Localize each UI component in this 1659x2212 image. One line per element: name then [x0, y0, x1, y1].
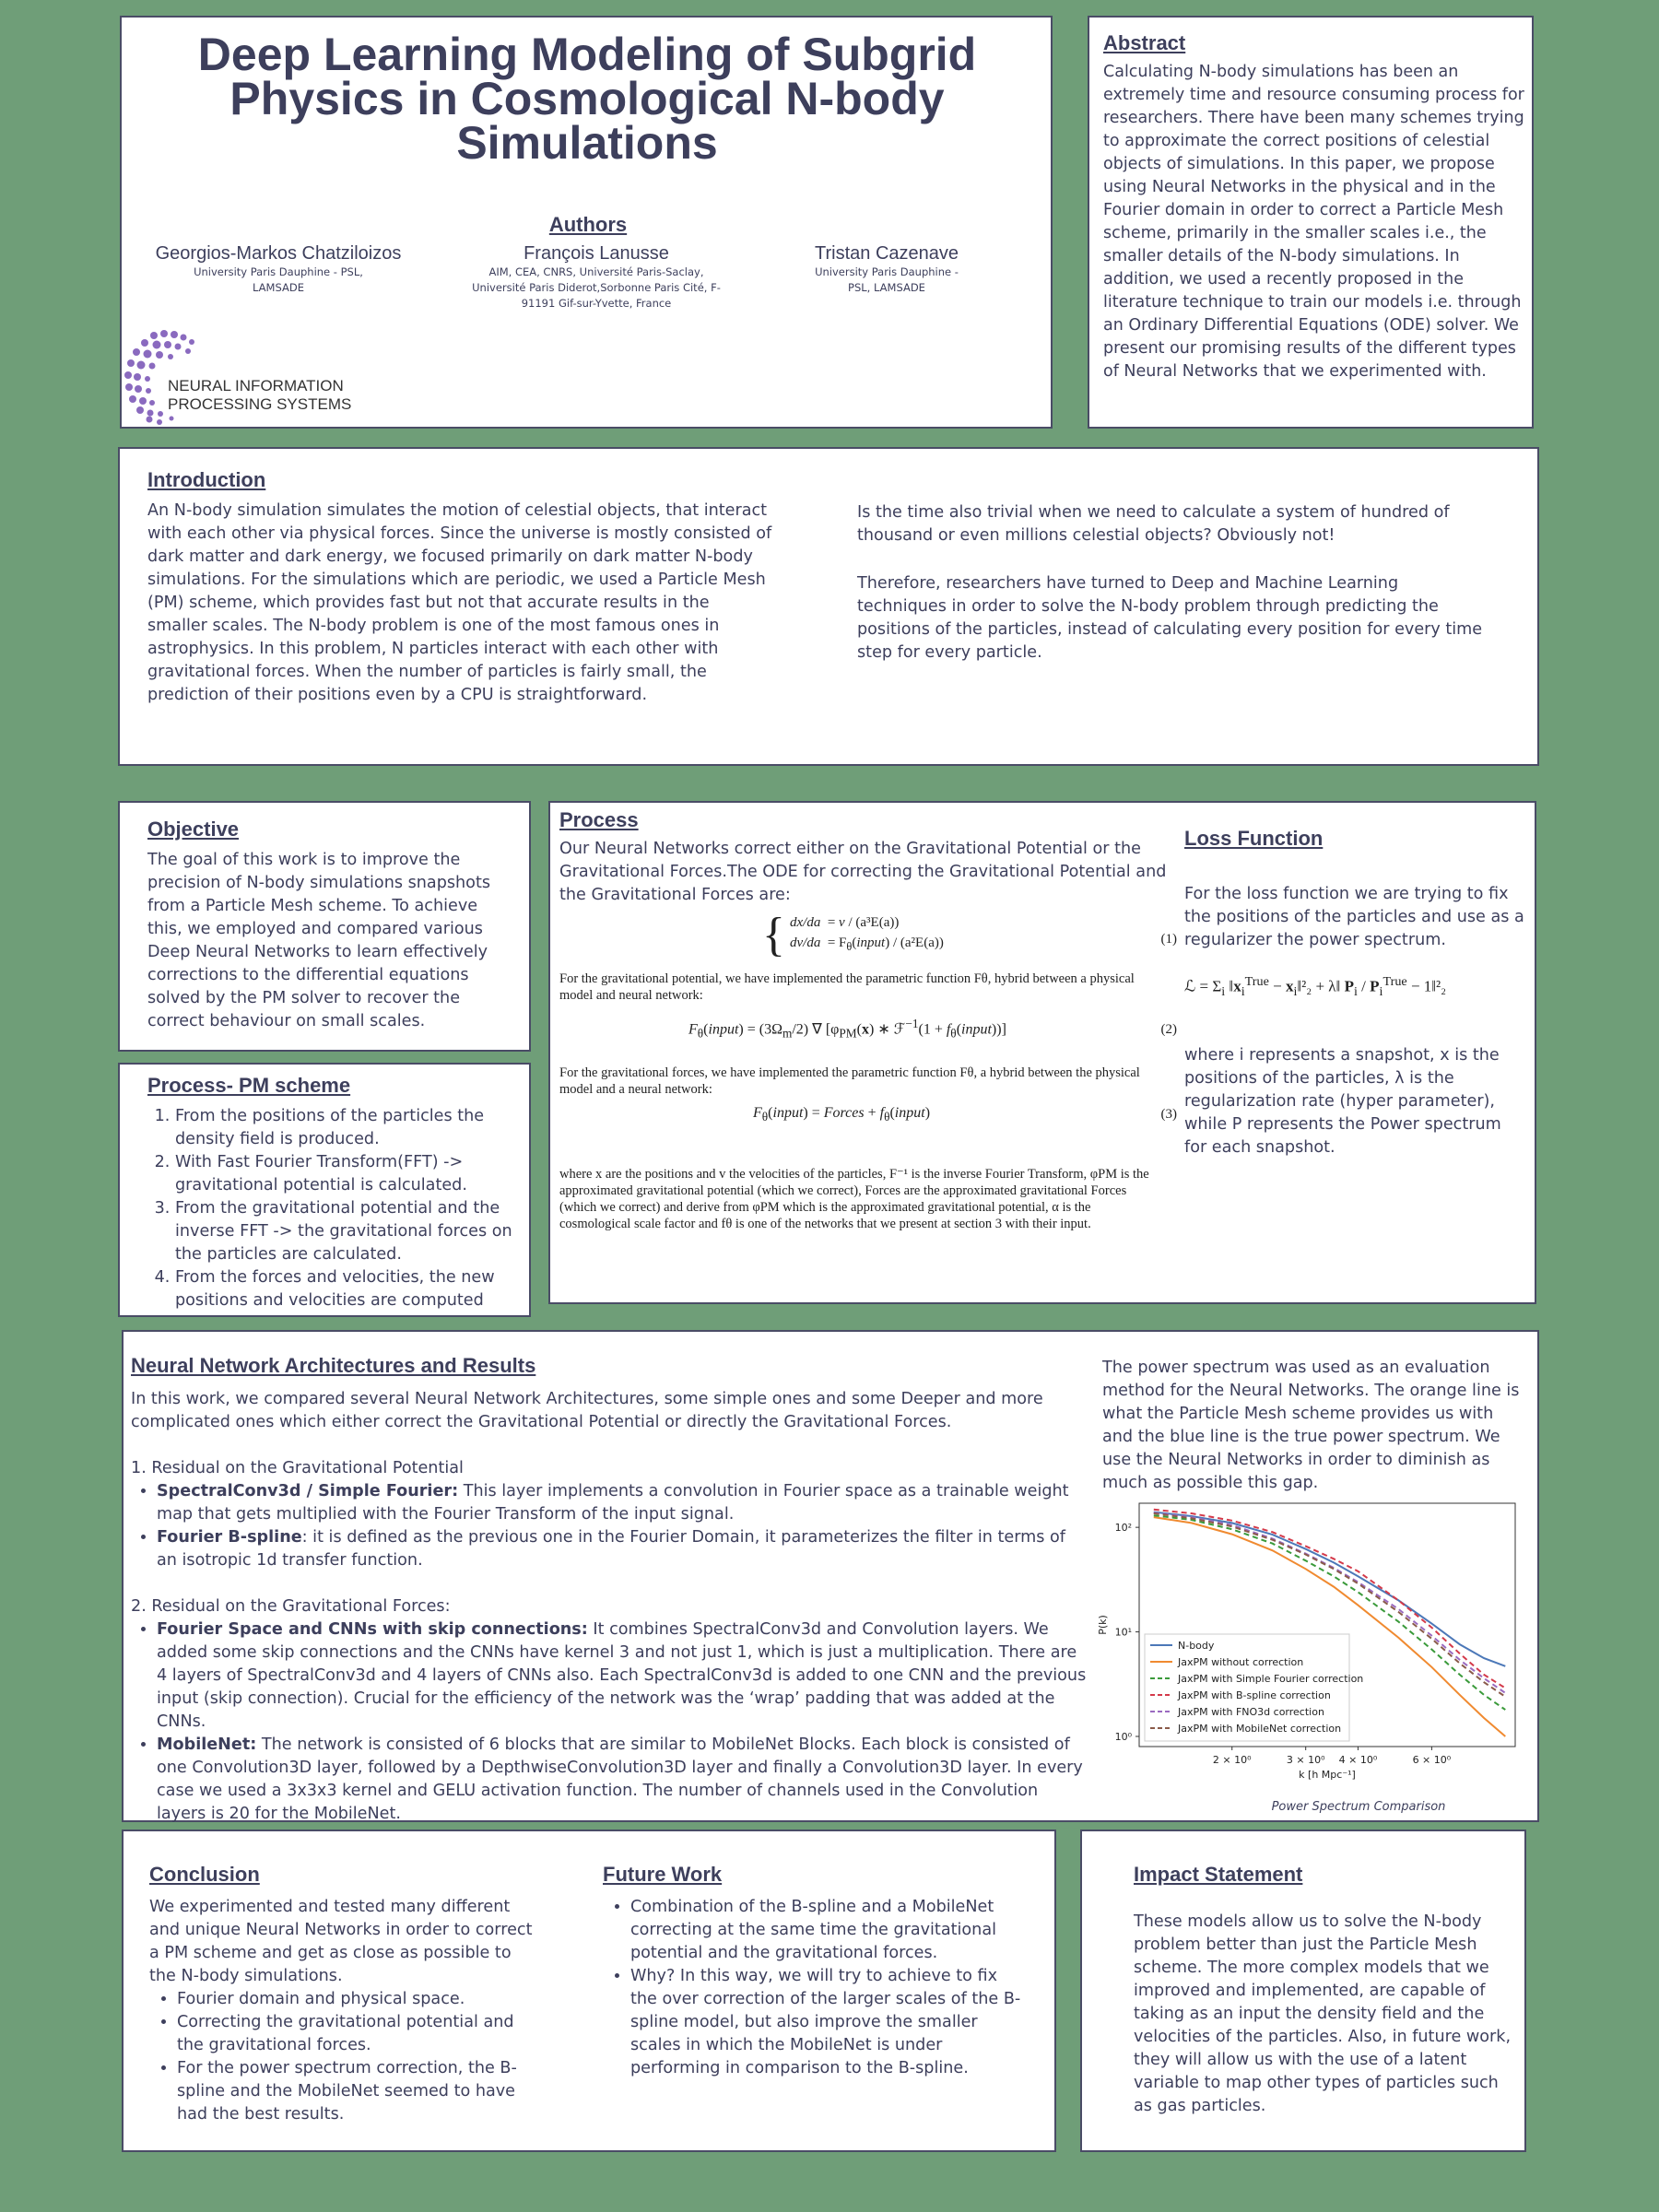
y-tick-label: 10²	[1114, 1522, 1132, 1535]
process-forces-text: For the gravitational forces, we have implemented the parametric function Fθ, a hybrid between the physical model and a neural network:	[559, 1065, 1140, 1097]
list-item	[157, 1526, 1088, 1572]
item-text: : it is defined as the previous one in the Fourier Domain, it parameterizes the filter in terms of an isotropic 1d transfer function.	[157, 1528, 1065, 1570]
y-tick-label: 10¹	[1114, 1626, 1132, 1639]
list-item: • Why? In this way, we will try to achieve to fix the over correction of the larger scales of the B-spline model, but also improve the smaller scales in which the MobileNet is under performing in comparison to the B-spline.	[630, 1965, 1027, 2080]
objective-panel	[118, 801, 531, 1052]
pm-step: 3. From the gravitational potential and the inverse FFT -> the gravitational forces on the particles are calculated.	[175, 1197, 535, 1266]
author-1	[140, 243, 417, 296]
list-item	[157, 1734, 1088, 1826]
loss-intro: For the loss function we are trying to fix the positions of the particles and use as a regularizer the power spectrum.	[1184, 885, 1524, 949]
introduction-left: An N-body simulation simulates the motion of celestial objects, that interact with each other via physical forces. Since the universe is mostly consisted of dark matter and dark energy, we focused primarily on dark matter N-body simulations. For the simulations which are periodic, we used a Particle Mesh (PM) scheme, which provides fast but not that accurate results in the smaller scales. The N-body problem is one of the most famous ones in astrophysics. In this problem, N particles interact with each other with gravitational forces. When the number of particles is fairly small, the prediction of their positions even by a CPU is straightforward.	[147, 501, 772, 704]
neurips-logo	[122, 326, 380, 428]
item-title: Fourier B-spline	[157, 1528, 302, 1547]
equation-2: $F_\theta(input) = (3\Omega_m/2)$ ∇ [$\varphi_{PM}(x)$ ∗ ℱ$^{-1}$(1 + $f_\theta(input)$)]	[688, 1017, 1006, 1041]
legend-label: JaxPM with Simple Fourier correction	[1178, 1673, 1364, 1685]
item-text: This layer implements a convolution in Fourier space as a trainable weight map that gets multiplied with the Fourier Transform of the input signal.	[157, 1482, 1069, 1524]
loss-after: where i represents a snapshot, x is the positions of the particles, λ is the regularization rate (hyper parameter), while P represents the Power spectrum for each snapshot.	[1184, 1046, 1501, 1157]
item-title: MobileNet:	[157, 1735, 257, 1754]
abstract-text: Calculating N-body simulations has been an extremely time and resource consuming process for researchers. There have been many schemes trying to approximate the correct positions of celestial objects of simulations. In this paper, we propose using Neural Networks in the physical and in the Fourier domain in order to correct a Particle Mesh scheme, primarily in the smaller scales i.e., the smaller details of the N-body simulations. In addition, we used a recently proposed in the literature technique to train our models i.e. through an Ordinary Differential Equations (ODE) solver. We present our promising results of the different types of Neural Networks that we experimented with.	[1103, 63, 1524, 381]
objective-text: The goal of this work is to improve the precision of N-body simulations snapshots from a Particle Mesh scheme. To achieve this, we employed and compared various Deep Neural Networks to learn effectively corrections to the differential equations solved by the PM solver to recover the correct behaviour on small scales.	[147, 851, 491, 1030]
equation-3: $F_\theta(input)$ = Forces + $f_\theta(input)$	[753, 1105, 931, 1124]
author-3	[767, 243, 1006, 296]
results-panel	[122, 1330, 1539, 1822]
pm-step: 2. With Fast Fourier Transform(FFT) -> gravitational potential is calculated.	[175, 1151, 535, 1197]
authors-heading: Authors	[548, 213, 628, 236]
x-tick-label: 4 × 10⁰	[1338, 1754, 1378, 1766]
abstract-heading: Abstract	[1103, 31, 1186, 54]
legend-label: JaxPM with FNO3d correction	[1178, 1706, 1324, 1718]
x-tick-label: 2 × 10⁰	[1212, 1754, 1252, 1766]
power-spectrum-svg	[1093, 1498, 1524, 1783]
author-name: François Lanusse	[524, 243, 669, 264]
author-2	[467, 243, 725, 312]
legend-label: JaxPM without correction	[1178, 1656, 1304, 1668]
list-item: • Correcting the gravitational potential and the gravitational forces.	[177, 2011, 546, 2057]
list-item: • Fourier domain and physical space.	[177, 1988, 546, 2011]
pm-scheme-panel	[118, 1063, 531, 1317]
power-spectrum-chart	[1093, 1498, 1524, 1783]
objective-heading: Objective	[147, 818, 240, 841]
list-item	[157, 1480, 1088, 1526]
conclusion-list	[149, 1988, 546, 2126]
logo-text-2: PROCESSING SYSTEMS	[168, 395, 352, 413]
item-text: The network is consisted of 6 blocks that are similar to MobileNet Blocks. Each block is consisted of one Convolution3D layer, followed by a DepthwiseConvolution3D layer and finally a Convolution3D layer. In every case we used a 3x3x3 kernel and GELU activation function. The number of channels used in the Convolution layers is 20 for the MobileNet.	[157, 1735, 1083, 1823]
equation-3-number: (3)	[1160, 1107, 1177, 1122]
equation-2-number: (2)	[1160, 1022, 1177, 1037]
x-tick-label: 6 × 10⁰	[1412, 1754, 1452, 1766]
x-tick-label: 3 × 10⁰	[1286, 1754, 1325, 1766]
results-group-2: 2. Residual on the Gravitational Forces:	[131, 1597, 451, 1616]
impact-heading: Impact Statement	[1134, 1863, 1303, 1886]
x-axis-label: k [h Mpc⁻¹]	[1299, 1769, 1356, 1781]
equation-1: { dx/da = v / (a³E(a)) $dv/da = F_\theta(input) / (a^2E(a))$	[762, 909, 944, 961]
poster-title: Deep Learning Modeling of Subgrid Physics in Cosmological N-body Simulations	[197, 29, 977, 169]
logo-text-1: NEURAL INFORMATION	[168, 377, 344, 394]
impact-text: These models allow us to solve the N-body problem better than just the Particle Mesh scheme. The more complex models that we improved and implemented, are capable of taking as an input the density field and the velocities of the particles. Also, in future work, they will allow us with the use of a latent variable to map other types of particles such as gas particles.	[1134, 1912, 1512, 2115]
item-text: It combines SpectralConv3d and Convolution layers. We added some skip connections and the CNNs have kernel 3 and not just 1, which is just a multiplication. There are 4 layers of SpectralConv3d and 4 layers of CNNs also. Each SpectralConv3d is added to one CNN and the previous input (skip connection). Crucial for the efficiency of the network was the ‘wrap’ padding that was added at the CNNs.	[157, 1620, 1087, 1731]
item-title: Fourier Space and CNNs with skip connections:	[157, 1620, 588, 1639]
item-title: SpectralConv3d / Simple Fourier:	[157, 1482, 459, 1500]
process-heading: Process	[559, 808, 639, 831]
pm-scheme-heading: Process- PM scheme	[147, 1074, 351, 1097]
results-heading: Neural Network Architectures and Results	[131, 1354, 536, 1377]
list-item	[157, 1618, 1088, 1734]
list-item: • Combination of the B-spline and a MobileNet correcting at the same time the gravitational potential and the gravitational forces.	[630, 1896, 1027, 1965]
list-item: • For the power spectrum correction, the B-spline and the MobileNet seemed to have had the best results.	[177, 2057, 546, 2126]
author-affiliation: AIM, CEA, CNRS, Université Paris-Saclay, Université Paris Diderot,Sorbonne Paris Cité, F-91191 Gif-sur-Yvette, France	[472, 265, 721, 310]
results-group-1: 1. Residual on the Gravitational Potential	[131, 1459, 464, 1477]
author-affiliation: University Paris Dauphine - PSL, LAMSADE	[194, 265, 363, 294]
author-affiliation: University Paris Dauphine - PSL, LAMSADE	[815, 265, 959, 294]
abstract-panel	[1088, 16, 1534, 429]
legend-label: N-body	[1178, 1640, 1215, 1652]
legend-label: JaxPM with MobileNet correction	[1178, 1723, 1342, 1735]
pm-steps-list	[147, 1105, 535, 1312]
results-group-1-list	[131, 1480, 1088, 1572]
process-intro: Our Neural Networks correct either on the Gravitational Potential or the Gravitational Forces.The ODE for correcting the Gravitational Potential and the Gravitational Forces are:	[559, 840, 1167, 904]
equation-1-number: (1)	[1160, 932, 1177, 947]
pm-step: 1. From the positions of the particles the density field is produced.	[175, 1105, 535, 1151]
future-list	[603, 1896, 1027, 2080]
introduction-right-2: Therefore, researchers have turned to Deep and Machine Learning techniques in order to solve the N-body problem through predicting the positions of the particles, instead of calculating every position for every time step for every particle.	[857, 574, 1483, 662]
results-intro: In this work, we compared several Neural Network Architectures, some simple ones and some Deeper and more complicated ones which either correct the Gravitational Potential or directly the Gravitational Forces.	[131, 1390, 1043, 1431]
conclusion-text: We experimented and tested many different and unique Neural Networks in order to correct a PM scheme and get as close as possible to the N-body simulations.	[149, 1898, 533, 1985]
impact-panel	[1080, 1830, 1526, 2152]
legend-label: JaxPM with B-spline correction	[1178, 1689, 1331, 1701]
author-name: Tristan Cazenave	[815, 243, 959, 264]
author-name: Georgios-Markos Chatziloizos	[155, 243, 402, 264]
loss-heading: Loss Function	[1184, 827, 1324, 850]
future-heading: Future Work	[603, 1863, 723, 1886]
loss-equation: ℒ = $\Sigma_i$ $‖x_i^{True}$ − $x_i‖^2_2$ + λ‖ $P_i / P_i^{True}$ − 1‖²₂	[1184, 974, 1447, 1000]
process-where-text: where x are the positions and v the velocities of the particles, F⁻¹ is the inverse Fourier Transform, φPM is the approximated gravitational potential (which we correct), Forces are the approximated gravitational Forces (which we correct) and derive from φPM which is the approximated gravitational potential, α is the cosmological scale factor and fθ is one of the networks that we present at section 3 with their input.	[559, 1167, 1149, 1231]
process-potential-text: For the gravitational potential, we have implemented the parametric function Fθ, hybrid between a physical model and neural network:	[559, 971, 1135, 1003]
conclusion-heading: Conclusion	[149, 1863, 260, 1886]
y-axis-label: P(k)	[1097, 1615, 1109, 1635]
introduction-right-1: Is the time also trivial when we need to calculate a system of hundred of thousand or even millions celestial objects? Obviously not!	[857, 503, 1450, 545]
process-panel	[548, 801, 1536, 1304]
results-side-text: The power spectrum was used as an evaluation method for the Neural Networks. The orange line is what the Particle Mesh scheme provides us with and the blue line is the true power spectrum. We use the Neural Networks in order to diminish as much as possible this gap.	[1102, 1359, 1520, 1492]
introduction-heading: Introduction	[147, 468, 266, 491]
conclusion-panel	[122, 1830, 1056, 2152]
results-group-2-list	[131, 1618, 1088, 1826]
introduction-panel	[118, 447, 1539, 766]
pm-step: 4. From the forces and velocities, the new positions and velocities are computed	[175, 1266, 535, 1312]
title-panel	[120, 16, 1053, 429]
chart-caption: Power Spectrum Comparison	[1271, 1800, 1446, 1814]
y-tick-label: 10⁰	[1114, 1731, 1132, 1744]
